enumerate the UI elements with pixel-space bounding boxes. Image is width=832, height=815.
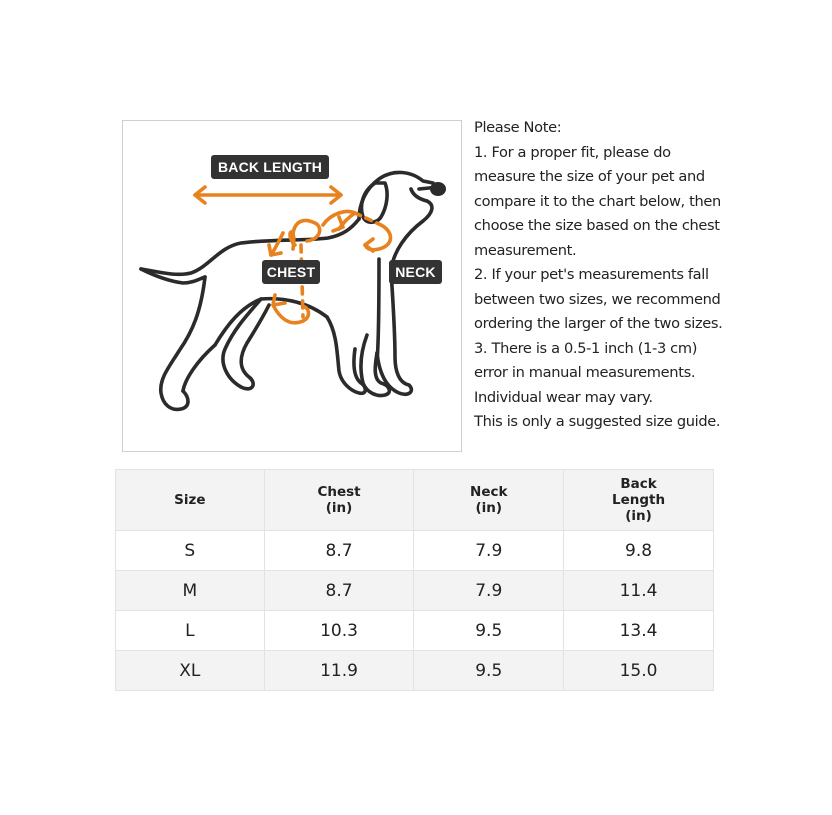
cell-neck: 9.5 bbox=[414, 651, 564, 691]
note-line: measure the size of your pet and bbox=[474, 168, 705, 185]
back-length-tag: BACK LENGTH bbox=[211, 155, 329, 179]
cell-neck: 9.5 bbox=[414, 611, 564, 651]
table-header-row bbox=[116, 470, 714, 531]
note-line: measurement. bbox=[474, 241, 577, 259]
note-line: choose the size based on the chest bbox=[474, 217, 720, 234]
cell-chest: 8.7 bbox=[264, 571, 414, 611]
note-line: between two sizes, we recommend bbox=[474, 290, 721, 308]
cell-back-length: 15.0 bbox=[564, 651, 714, 691]
note-line: This is only a suggested size guide. bbox=[474, 413, 721, 430]
table-row bbox=[116, 651, 714, 691]
table-row bbox=[116, 531, 714, 571]
size-note bbox=[474, 116, 724, 435]
cell-chest: 8.7 bbox=[264, 531, 414, 571]
cell-size: M bbox=[116, 571, 265, 611]
table-row bbox=[116, 611, 714, 651]
table-row bbox=[116, 571, 714, 611]
note-line: 1. For a proper fit, please do bbox=[474, 143, 671, 161]
cell-back-length: 11.4 bbox=[564, 571, 714, 611]
cell-size: XL bbox=[116, 651, 265, 691]
header-chest: Chest (in) bbox=[264, 470, 414, 531]
note-line: Individual wear may vary. bbox=[474, 388, 653, 406]
cell-back-length: 9.8 bbox=[564, 531, 714, 571]
note-line: 3. There is a 0.5-1 inch (1-3 cm) bbox=[474, 339, 698, 357]
cell-size: S bbox=[116, 531, 265, 571]
note-line: 2. If your pet's measurements fall bbox=[474, 266, 709, 283]
neck-tag: NECK bbox=[389, 260, 442, 284]
cell-back-length: 13.4 bbox=[564, 611, 714, 651]
chest-tag: CHEST bbox=[262, 260, 320, 284]
header-back-length: Back Length (in) bbox=[564, 470, 714, 531]
header-size: Size bbox=[116, 470, 265, 531]
cell-neck: 7.9 bbox=[414, 571, 564, 611]
size-chart-table bbox=[115, 469, 714, 691]
note-line: error in manual measurements. bbox=[474, 364, 696, 381]
dog-measurement-diagram bbox=[122, 120, 462, 452]
note-line: ordering the larger of the two sizes. bbox=[474, 315, 723, 332]
note-title: Please Note: bbox=[474, 119, 562, 136]
cell-neck: 7.9 bbox=[414, 531, 564, 571]
note-line: compare it to the chart below, then bbox=[474, 192, 721, 210]
cell-chest: 10.3 bbox=[264, 611, 414, 651]
dog-nose bbox=[430, 182, 446, 196]
header-neck: Neck (in) bbox=[414, 470, 564, 531]
cell-chest: 11.9 bbox=[264, 651, 414, 691]
cell-size: L bbox=[116, 611, 265, 651]
